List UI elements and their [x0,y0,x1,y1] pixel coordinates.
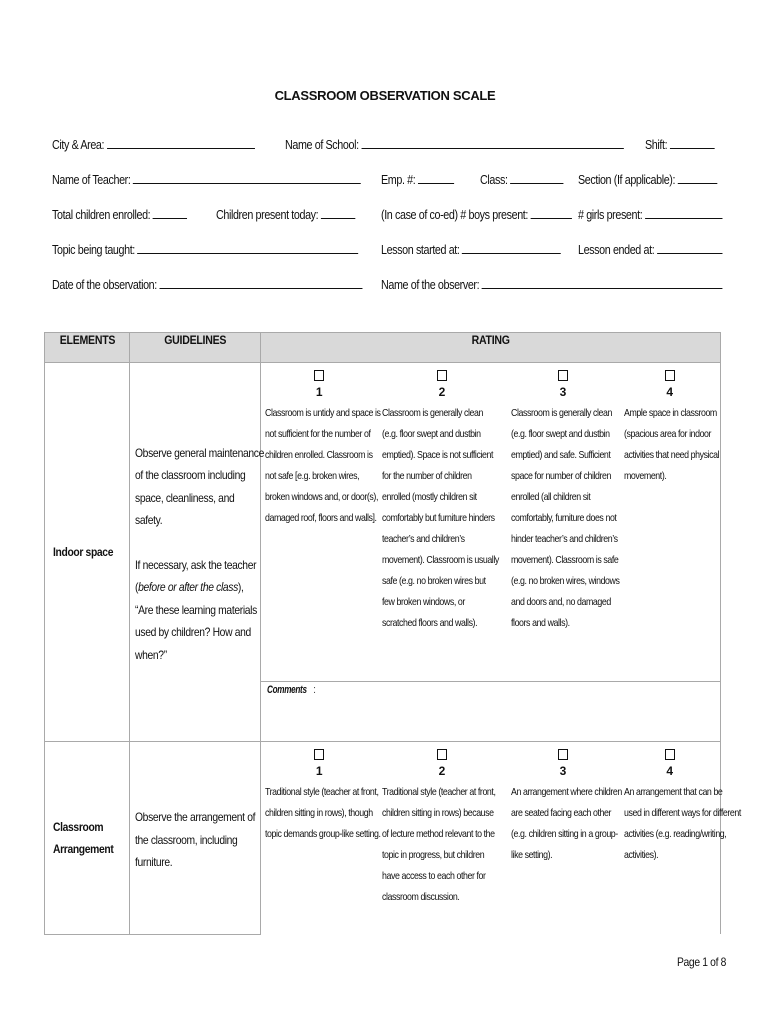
comments-label: Comments [267,684,307,696]
rating-description: Ample space in classroom (spacious area for indoor activities that need physical movement). [623,407,719,482]
rating-option [261,742,381,935]
shift-blank[interactable] [670,137,715,149]
total-children-blank[interactable] [153,207,187,219]
rating-number: 1 [315,385,323,399]
lesson-ended-label: Lesson ended at: [578,243,655,257]
class-label: Class: [480,173,508,187]
element-indoor-space: Indoor space [45,363,130,742]
observation-date-blank[interactable] [159,277,362,289]
observer-name-blank[interactable] [482,277,723,289]
rating-option [378,742,507,935]
rating-option [507,742,620,935]
boys-present-blank[interactable] [531,207,572,219]
table-row-indoor-space [45,363,721,682]
teacher-name-label: Name of Teacher: [52,173,131,187]
lesson-ended-field[interactable] [578,242,722,257]
children-present-blank[interactable] [321,207,355,219]
total-children-label: Total children enrolled: [52,208,151,222]
document-title: CLASSROOM OBSERVATION SCALE [274,88,496,103]
guideline-question: If necessary, ask the teacher (before or after the class), “Are these learning materials used by children? How and when?” [135,557,257,662]
boys-present-field[interactable] [381,207,572,222]
topic-blank[interactable] [138,242,359,254]
section-blank[interactable] [678,172,718,184]
rating-number: 3 [559,385,567,399]
shift-field[interactable] [645,137,715,152]
rating-checkbox[interactable] [665,749,675,760]
guideline-classroom-arrangement [130,742,261,935]
rating-number: 4 [666,385,674,399]
element-classroom-arrangement: Classroom Arrangement [45,742,130,935]
rating-number: 2 [438,385,446,399]
lesson-started-label: Lesson started at: [381,243,460,257]
rating-description: An arrangement that can be used in different ways for different activities (e.g. reading/writing, activities). [623,786,741,861]
section-field[interactable] [578,172,717,187]
rating-checkbox[interactable] [665,370,675,381]
observation-table [44,332,741,935]
rating-option [620,363,721,682]
guideline-text: Observe the arrangement of the classroom, including furniture. [135,810,256,869]
rating-description: Classroom is untidy and space is not sufficient for the number of children enrolled. Classroom is not safe [e.g. broken wires, broken windows and, or door(s), damaged roof, floors and walls]. [265,407,381,524]
children-present-field[interactable] [216,207,355,222]
rating-checkbox[interactable] [314,370,324,381]
teacher-name-blank[interactable] [133,172,361,184]
class-blank[interactable] [510,172,563,184]
observation-date-label: Date of the observation: [52,278,157,292]
lesson-started-blank[interactable] [462,242,561,254]
rating-description: Classroom is generally clean (e.g. floor swept and dustbin emptied) and safe. Sufficient space for number of children enrolled (all children sit comfortably, furniture does not hinder teacher’s and children’s movement). Classroom is safe (e.g. no broken wires, windows and doors and, no damaged floors and walls). [510,407,619,629]
guideline-indoor-space [130,363,264,742]
rating-checkbox[interactable] [558,370,568,381]
lesson-ended-blank[interactable] [657,242,722,254]
total-children-field[interactable] [52,207,187,222]
school-name-field[interactable] [285,137,624,152]
comments-cell[interactable]: Comments : [261,682,721,742]
emp-no-blank[interactable] [418,172,454,184]
rating-number: 2 [438,764,446,778]
observation-date-field[interactable] [52,277,362,292]
children-present-label: Children present today: [216,208,319,222]
rating-number: 1 [315,764,323,778]
rating-checkbox[interactable] [437,370,447,381]
school-name-blank[interactable] [361,137,623,149]
observer-name-field[interactable] [381,277,723,292]
rating-option [507,363,620,682]
shift-label: Shift: [645,138,668,152]
rating-option [620,742,741,935]
rating-checkbox[interactable] [558,749,568,760]
school-name-label: Name of School: [285,138,359,152]
table-row-classroom-arrangement [45,742,721,935]
rating-option [261,363,381,682]
lesson-started-field[interactable] [381,242,561,257]
rating-number: 3 [559,764,567,778]
guideline-text: Observe general maintenance of the classroom including space, cleanliness, and safety. [135,445,264,528]
rating-description: An arrangement where children are seated facing each other (e.g. children sitting in a group-like setting). [510,786,622,861]
emp-no-field[interactable] [381,172,454,187]
city-area-label: City & Area: [52,138,105,152]
city-area-field[interactable] [52,137,255,152]
girls-present-blank[interactable] [645,207,722,219]
class-field[interactable] [480,172,563,187]
rating-checkbox[interactable] [314,749,324,760]
city-area-blank[interactable] [107,137,255,149]
section-label: Section (If applicable): [578,173,676,187]
rating-checkbox[interactable] [437,749,447,760]
girls-present-label: # girls present: [578,208,643,222]
header-elements: ELEMENTS [45,333,130,363]
topic-field[interactable] [52,242,359,257]
table-header-row [45,333,721,363]
header-rating: RATING [261,333,721,363]
page-number: Page 1 of 8 [677,955,727,969]
emp-no-label: Emp. #: [381,173,416,187]
rating-option [378,363,507,682]
teacher-name-field[interactable] [52,172,361,187]
header-guidelines: GUIDELINES [130,333,261,363]
rating-description: Traditional style (teacher at front, children sitting in rows) because of lecture method relevant to the topic in progress, but children have access to each other for classroom discussion. [381,786,495,903]
topic-label: Topic being taught: [52,243,135,257]
rating-description: Classroom is generally clean (e.g. floor swept and dustbin emptied). Space is not sufficient for the number of children enrolled (mostly children sit comfortably but furniture hinders teacher’s and children’s movement). Classroom is usually safe (e.g. no broken wires but few broken windows, or scratched floors and walls). [381,407,499,629]
rating-description: Traditional style (teacher at front, children sitting in rows), though topic demands group-like setting. [265,786,381,840]
rating-number: 4 [666,764,674,778]
observer-name-label: Name of the observer: [381,278,480,292]
boys-present-label: (In case of co-ed) # boys present: [381,208,528,222]
girls-present-field[interactable] [578,207,722,222]
